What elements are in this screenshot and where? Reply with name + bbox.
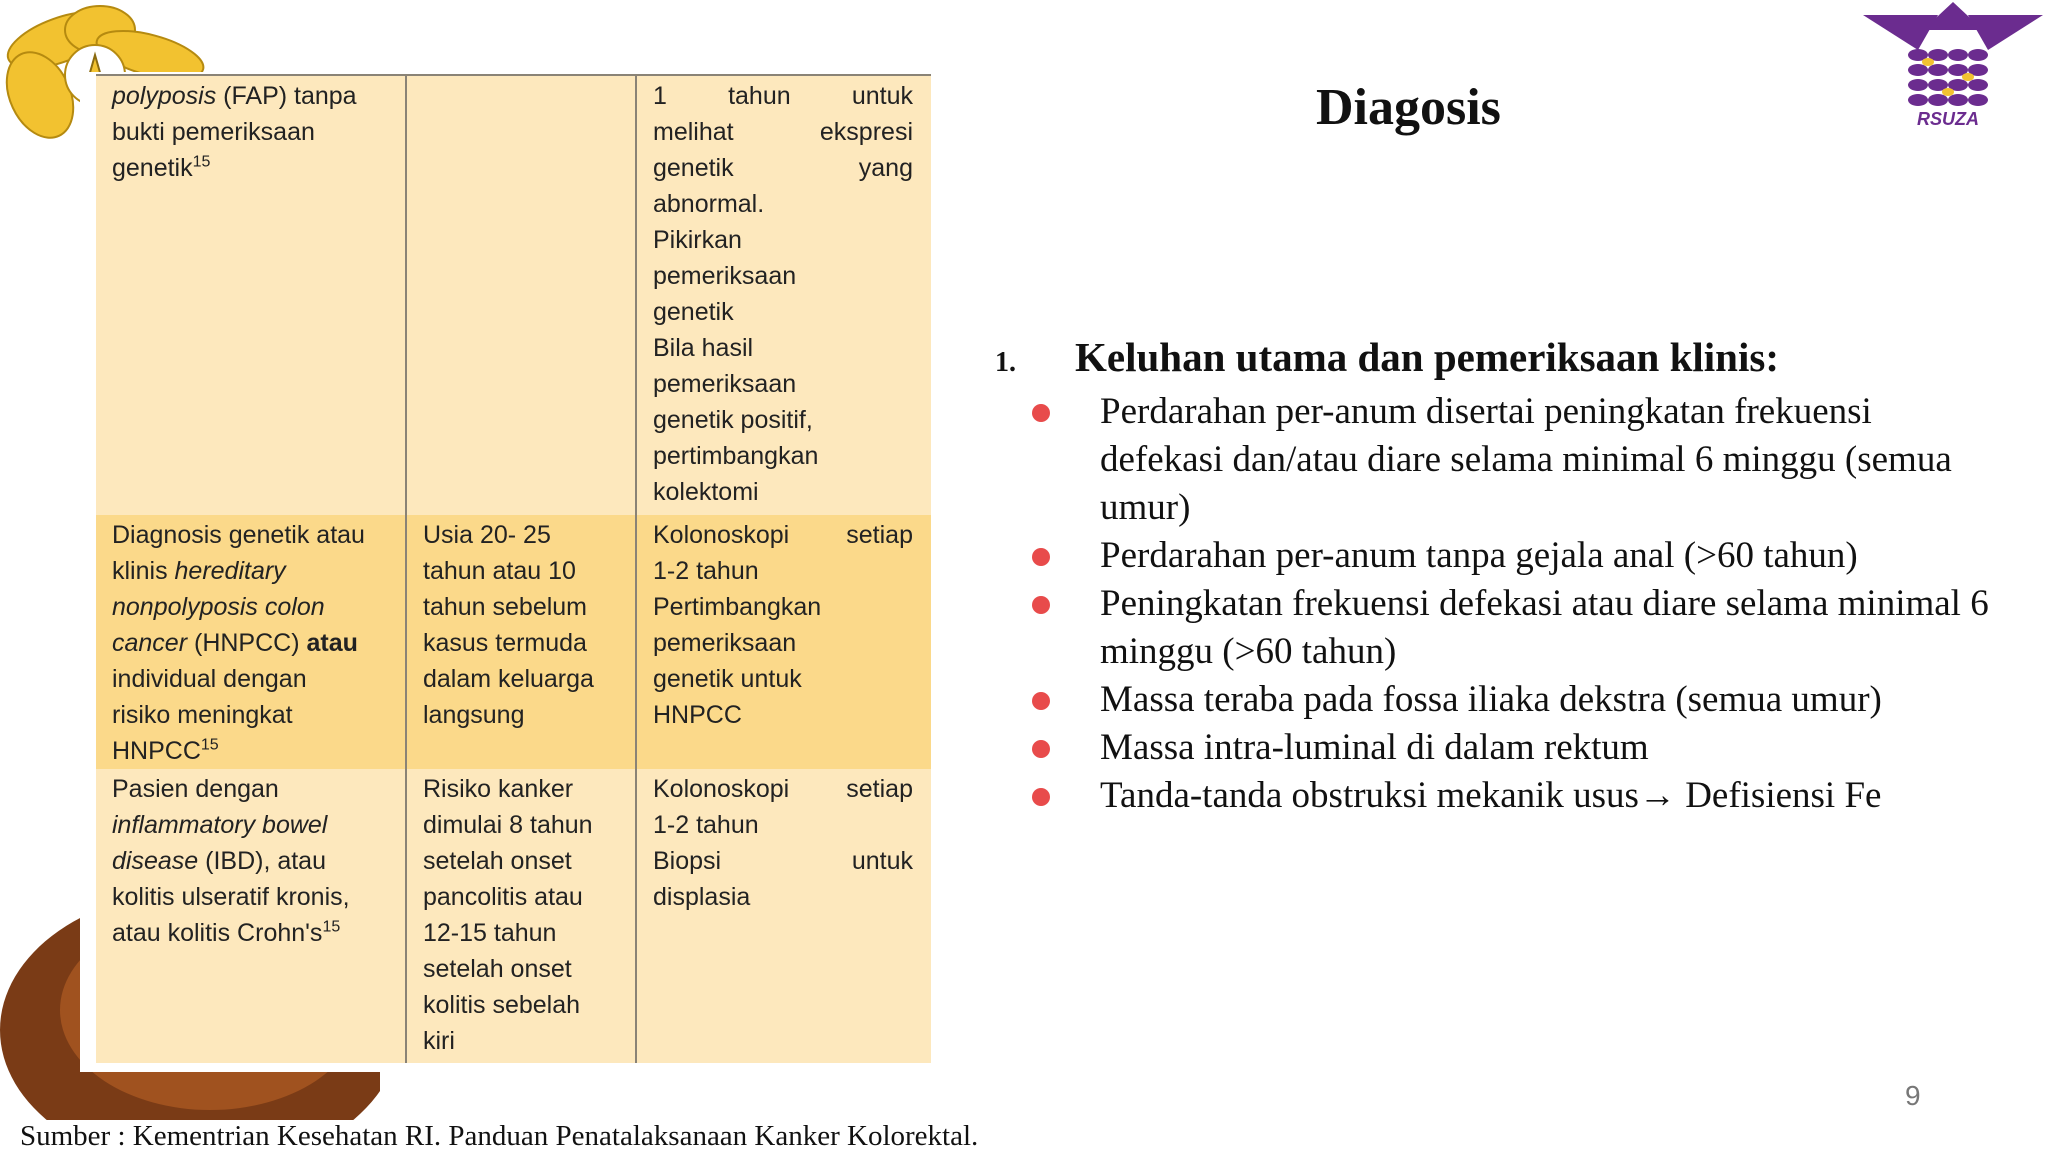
- table-cell: [406, 75, 636, 515]
- section-heading: [995, 333, 1995, 381]
- table-cell: Diagnosis genetik atau klinis hereditary nonpolyposis colon cancer (HNPCC) atau individual dengan risiko meningkat HNPCC$^{15}$: [96, 515, 406, 769]
- table-cell: Risiko kanker dimulai 8 tahun setelah onset pancolitis atau 12-15 tahun setelah onset kolitis sebelah kiri: [406, 769, 636, 1063]
- guideline-table: [96, 74, 931, 1063]
- bullet-dot-icon: [1032, 596, 1050, 614]
- list-item: Perdarahan per-anum disertai peningkatan frekuensi defekasi dan/atau diare selama minimal 6 minggu (semua umur): [1030, 388, 1990, 532]
- table-row: [96, 515, 931, 769]
- slide-title: Diagosis: [1316, 79, 1501, 136]
- section-number: 1.: [995, 347, 1016, 378]
- section-heading-text: Keluhan utama dan pemeriksaan klinis:: [1075, 334, 1779, 380]
- table-cell: 1 tahun untuk melihat ekspresi genetik yang abnormal. Pikirkan pemeriksaan genetik Bila hasil pemeriksaan genetik positif, pertimbangkan kolektomi: [636, 75, 931, 515]
- page-number: 9: [1905, 1080, 1921, 1111]
- bullet-list: [1030, 388, 1990, 820]
- bullet-dot-icon: [1032, 788, 1050, 806]
- logo-wordmark: RSUZA: [1917, 109, 1979, 129]
- table-cell: Kolonoskopi setiap 1-2 tahun Pertimbangkan pemeriksaan genetik untuk HNPCC: [636, 515, 931, 769]
- table-row: [96, 75, 931, 515]
- bullet-dot-icon: [1032, 404, 1050, 422]
- bullet-dot-icon: [1032, 692, 1050, 710]
- bullet-dot-icon: [1032, 740, 1050, 758]
- bullet-dot-icon: [1032, 548, 1050, 566]
- source-citation: Sumber : Kementrian Kesehatan RI. Panduan Penatalaksanaan Kanker Kolorektal.: [20, 1120, 979, 1152]
- table-cell: Usia 20- 25 tahun atau 10 tahun sebelum kasus termuda dalam keluarga langsung: [406, 515, 636, 769]
- list-item: Perdarahan per-anum tanpa gejala anal (>60 tahun): [1030, 532, 1990, 580]
- list-item: Tanda-tanda obstruksi mekanik usus→ Defisiensi Fe: [1030, 772, 1990, 820]
- list-item: Peningkatan frekuensi defekasi atau diare selama minimal 6 minggu (>60 tahun): [1030, 580, 1990, 676]
- list-item: Massa teraba pada fossa iliaka dekstra (semua umur): [1030, 676, 1990, 724]
- guideline-table-panel: [80, 72, 952, 1072]
- list-item: Massa intra-luminal di dalam rektum: [1030, 724, 1990, 772]
- rsuza-hospital-logo: [1858, 0, 2048, 130]
- table-row: [96, 769, 931, 1063]
- table-cell: polyposis (FAP) tanpa bukti pemeriksaan genetik$^{15}$: [96, 75, 406, 515]
- table-cell: Kolonoskopi setiap 1-2 tahun Biopsi untuk displasia: [636, 769, 931, 1063]
- table-cell: Pasien dengan inflammatory bowel disease (IBD), atau kolitis ulseratif kronis, atau kolitis $Crohn's^{15}$: [96, 769, 406, 1063]
